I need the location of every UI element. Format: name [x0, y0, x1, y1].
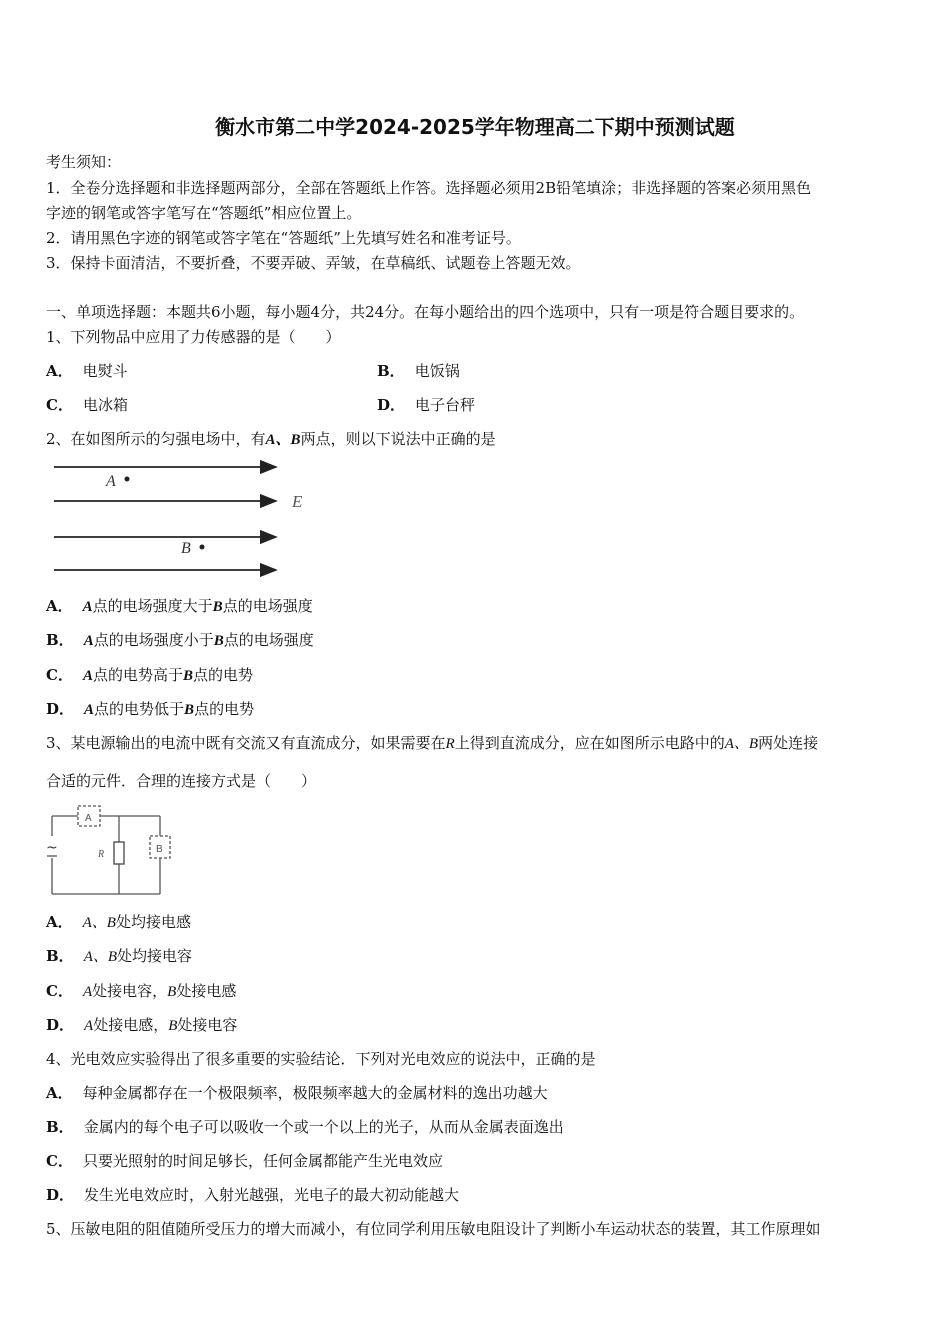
point-a-dot: [125, 477, 130, 482]
point-b-label: B: [181, 540, 191, 557]
box-b-label: B: [156, 844, 163, 855]
option-text: 点的电场强度大于: [92, 597, 213, 615]
q4-option-a: [46, 1083, 548, 1103]
option-label: B．: [377, 362, 405, 380]
q3-stem-mid: 上得到直流成分，应在如图所示电路中的: [454, 734, 725, 752]
sym: A: [82, 599, 93, 615]
sym: A、B: [82, 915, 116, 931]
q2-option-b: [46, 630, 314, 651]
option-label: D．: [377, 396, 406, 414]
sym: A、B: [724, 736, 759, 752]
sym: A: [82, 668, 93, 684]
option-text: 电饭锅: [414, 362, 460, 380]
q4-option-c: [46, 1151, 443, 1171]
q1-option-c: [46, 395, 128, 415]
q1-option-a: [46, 361, 128, 381]
q3-stem-line1: [46, 733, 818, 754]
option-text: 金属内的每个电子可以吸收一个或一个以上的光子，从而从金属表面逸出: [83, 1118, 564, 1136]
q5-stem: 5、压敏电阻的阻值随所受压力的增大而减小，有位同学利用压敏电阻设计了判断小车运动状态的装置，其工作原理如: [46, 1220, 821, 1238]
q2-option-a: [46, 596, 313, 617]
notice-item-1: 1．全卷分选择题和非选择题两部分，全部在答题纸上作答。选择题必须用2B铅笔填涂；非选择题的答案必须用黑色: [46, 179, 812, 197]
option-text: 处均接电容: [117, 947, 193, 965]
option-label: B．: [46, 1118, 74, 1136]
option-text: 点的电场强度: [222, 597, 313, 615]
option-label: A．: [46, 913, 73, 931]
option-text: 发生光电效应时，入射光越强，光电子的最大初动能越大: [84, 1186, 460, 1204]
option-text: 电熨斗: [82, 362, 128, 380]
option-text: 点的电势低于: [94, 700, 185, 718]
option-text: 电冰箱: [82, 396, 128, 414]
sym: B: [213, 633, 224, 649]
q2-option-c: [46, 665, 253, 686]
q1-option-b: [377, 361, 460, 381]
option-label: C．: [46, 666, 73, 684]
option-label: B．: [46, 947, 74, 965]
q3-option-d: [46, 1015, 237, 1036]
page-title: 衡水市第二中学2024-2025学年物理高二下期中预测试题: [215, 115, 735, 139]
sym: A: [82, 984, 93, 1000]
option-text: 电子台秤: [415, 396, 476, 414]
option-label: A．: [46, 1084, 73, 1102]
field-label-e: E: [292, 492, 303, 511]
q3-stem-line2: 合适的元件．合理的连接方式是（ ）: [46, 772, 317, 790]
q4-option-b: [46, 1117, 564, 1137]
option-text: 每种金属都存在一个极限频率，极限频率越大的金属材料的逸出功越大: [82, 1084, 548, 1102]
point-b-dot: [200, 545, 205, 550]
q4-option-d: [46, 1185, 459, 1205]
sym: B: [168, 1018, 178, 1034]
option-label: C．: [46, 982, 73, 1000]
option-text: 只要光照射的时间足够长，任何金属都能产生光电效应: [82, 1152, 443, 1170]
q3-stem-pre: 3、某电源输出的电流中既有交流又有直流成分，如果需要在: [46, 734, 446, 752]
section-heading: 一、单项选择题：本题共6小题，每小题4分，共24分。在每小题给出的四个选项中，只有一项是符合题目要求的。: [46, 303, 805, 321]
sym: A: [83, 633, 94, 649]
q2-option-d: [46, 699, 254, 720]
sym: A、B: [83, 949, 118, 965]
box-a-label: A: [85, 813, 92, 824]
option-text: 处接电容: [177, 1016, 238, 1034]
option-text: 处均接电感: [115, 913, 191, 931]
q2-stem: [46, 429, 496, 450]
sym: B: [167, 984, 177, 1000]
source-symbol: ~: [46, 840, 58, 856]
electric-field-figure: [46, 458, 316, 578]
option-text: 处接电感: [176, 982, 237, 1000]
sym: B: [182, 668, 193, 684]
option-text: 点的电势: [194, 700, 255, 718]
q2-stem-points: A、B: [265, 432, 301, 448]
notice-item-1-cont: 字迹的钢笔或答字笔写在“答题纸”相应位置上。: [46, 204, 362, 222]
point-a-label: A: [106, 473, 116, 490]
q3-stem-post: 两处连接: [758, 734, 819, 752]
option-label: B．: [46, 631, 74, 649]
q1-stem: 1、下列物品中应用了力传感器的是（ ）: [46, 328, 341, 346]
circuit-figure: [44, 800, 174, 900]
q1-option-d: [377, 395, 475, 415]
option-label: A．: [46, 362, 73, 380]
option-label: D．: [46, 700, 75, 718]
notice-heading: 考生须知：: [46, 153, 122, 171]
resistor-label: R: [98, 849, 105, 860]
option-text: 点的电势: [193, 666, 254, 684]
q2-stem-pre: 2、在如图所示的匀强电场中，有: [46, 430, 266, 448]
option-text: 点的电势高于: [92, 666, 183, 684]
option-label: D．: [46, 1016, 75, 1034]
notice-item-2: 2．请用黑色字迹的钢笔或答字笔在“答题纸”上先填写姓名和准考证号。: [46, 229, 521, 247]
q3-option-b: [46, 946, 192, 967]
sym: R: [445, 736, 455, 752]
q2-stem-post: 两点，则以下说法中正确的是: [300, 430, 496, 448]
notice-item-3: 3．保持卡面清洁，不要折叠，不要弄破、弄皱，在草稿纸、试题卷上答题无效。: [46, 254, 581, 272]
q3-option-c: [46, 981, 236, 1002]
option-text: 处接电容，: [92, 982, 168, 1000]
sym: A: [84, 1018, 94, 1034]
option-text: 点的电场强度: [223, 631, 314, 649]
option-label: A．: [46, 597, 73, 615]
option-text: 点的电场强度小于: [93, 631, 214, 649]
option-text: 处接电感，: [93, 1016, 169, 1034]
q3-option-a: [46, 912, 191, 933]
sym: B: [184, 702, 195, 718]
sym: B: [212, 599, 223, 615]
option-label: C．: [46, 396, 73, 414]
sym: A: [84, 702, 95, 718]
option-label: C．: [46, 1152, 73, 1170]
option-label: D．: [46, 1186, 75, 1204]
q4-stem: 4、光电效应实验得出了很多重要的实验结论．下列对光电效应的说法中，正确的是: [46, 1050, 596, 1068]
